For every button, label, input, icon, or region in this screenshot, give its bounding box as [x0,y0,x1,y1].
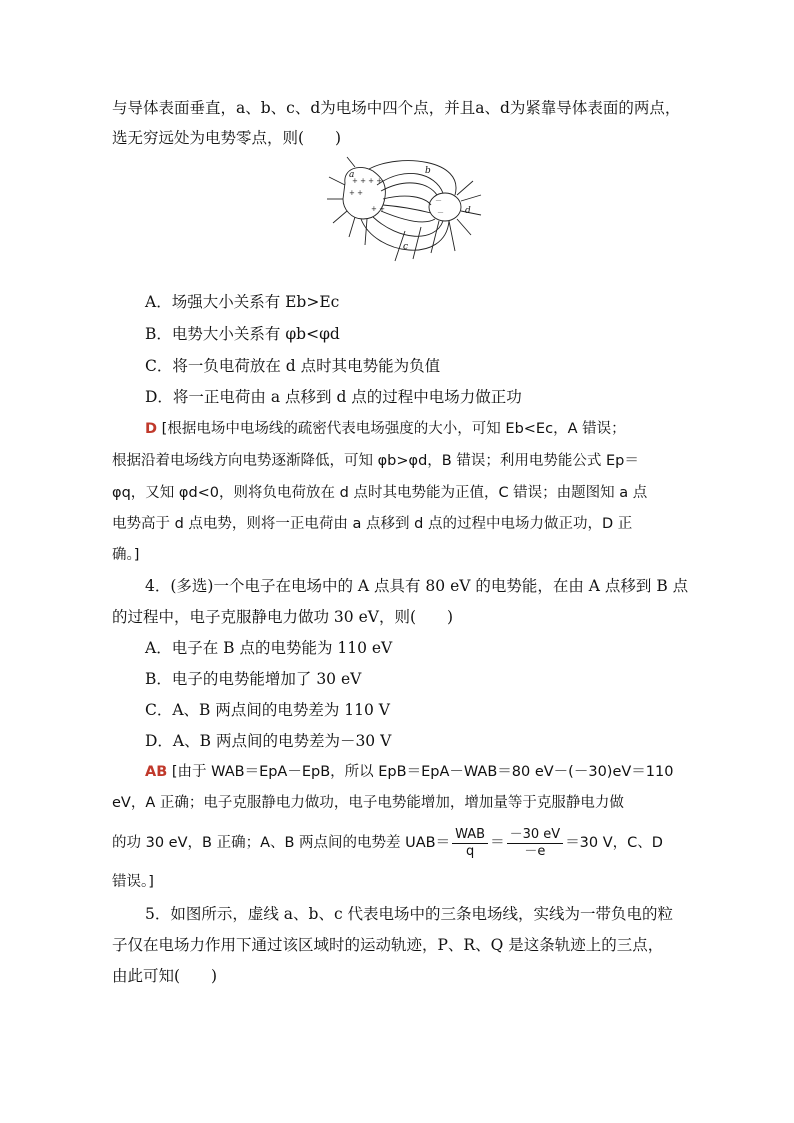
svg-text:+ + + +: + + + + [352,177,383,185]
q4-stem-line-2: 的过程中，电子克服静电力做功 30 eV，则( ) [112,608,454,626]
svg-text:+ +: + + [371,205,385,213]
label-c: c [403,242,409,252]
q4-option-d: D．A、B 两点间的电势差为－30 V [145,732,392,750]
q4-stem-line-1: 4．(多选)一个电子在电场中的 A 点具有 80 eV 的电势能，在由 A 点移到 B 点 [145,577,689,595]
q3-option-b: B．电势大小关系有 φb<φd [145,325,340,343]
label-d: d [465,206,471,216]
electric-field-figure [325,155,485,275]
q4-option-b: B．电子的电势能增加了 30 eV [145,670,362,688]
q4-solution-text-3c: ＝30 V，C、D [565,835,663,851]
fraction-1-denominator: q [465,843,475,859]
svg-text:－: － [435,197,442,205]
q4-solution-line-4: 错误。] [112,874,154,890]
q3-option-a: A．场强大小关系有 Eb>Ec [145,293,340,311]
fraction-value [507,827,564,860]
q5-stem-line-3: 由此可知( ) [112,967,218,985]
q3-solution-line-4: 电势高于 d 点电势，则将一正电荷由 a 点移到 d 点的过程中电场力做正功，D 正 [112,516,633,532]
q3-solution-line-3: φq，又知 φd<0，则将负电荷放在 d 点时其电势能为正值，C 错误；由题图知 a 点 [112,485,648,501]
right-conductor [429,193,461,221]
q4-solution-line-3 [112,826,687,862]
q3-solution-text-1: [根据电场中电场线的疏密代表电场强度的大小，可知 Eb<Ec，A 错误； [161,421,626,437]
q3-option-d: D．将一正电荷由 a 点移到 d 点的过程中电场力做正功 [145,388,522,406]
fraction-1-numerator: WAB [452,827,488,844]
q5-stem-line-2: 子仅在电场力作用下通过该区域时的运动轨迹，P、R、Q 是这条轨迹上的三点， [112,936,664,954]
label-a: a [349,170,355,180]
q5-stem-line-1: 5．如图所示，虚线 a、b、c 代表电场中的三条电场线，实线为一带负电的粒 [145,905,674,923]
q4-solution-text-1: [由于 WAB＝EpA－EpB，所以 EpB＝EpA－WAB＝80 eV－(－30)eV＝110 [171,764,674,780]
label-b: b [425,166,431,176]
q4-solution-line-2: eV，A 正确；电子克服静电力做功，电子电势能增加，增加量等于克服静电力做 [112,795,624,811]
fraction-2-denominator: －e [524,843,546,859]
q3-stem-line-1: 与导体表面垂直，a、b、c、d为电场中四个点，并且a、d为紧靠导体表面的两点， [112,99,681,117]
q3-option-c: C．将一负电荷放在 d 点时其电势能为负值 [145,357,441,375]
q4-option-c: C．A、B 两点间的电势差为 110 V [145,701,391,719]
q3-stem-line-2: 选无穷远处为电势零点，则( ) [112,129,342,147]
q4-answer: AB [145,764,168,780]
q4-solution-line-1 [145,762,720,782]
q4-solution-equals: ＝ [490,835,505,851]
q3-answer: D [145,421,158,437]
q4-solution-text-3a: 的功 30 eV，B 正确；A、B 两点间的电势差 UAB＝ [112,835,451,851]
fraction-2-numerator: －30 eV [507,827,564,844]
svg-text:+ +: + + [349,189,363,197]
q3-solution-line-2: 根据沿着电场线方向电势逐渐降低，可知 φb>φd，B 错误；利用电势能公式 Ep＝ [112,453,639,469]
fraction-work-over-charge [452,827,488,860]
svg-text:－: － [437,209,444,217]
q3-solution-line-5: 确。] [112,547,140,563]
q3-solution-line-1 [145,419,720,439]
q4-option-a: A．电子在 B 点的电势能为 110 eV [145,639,393,657]
